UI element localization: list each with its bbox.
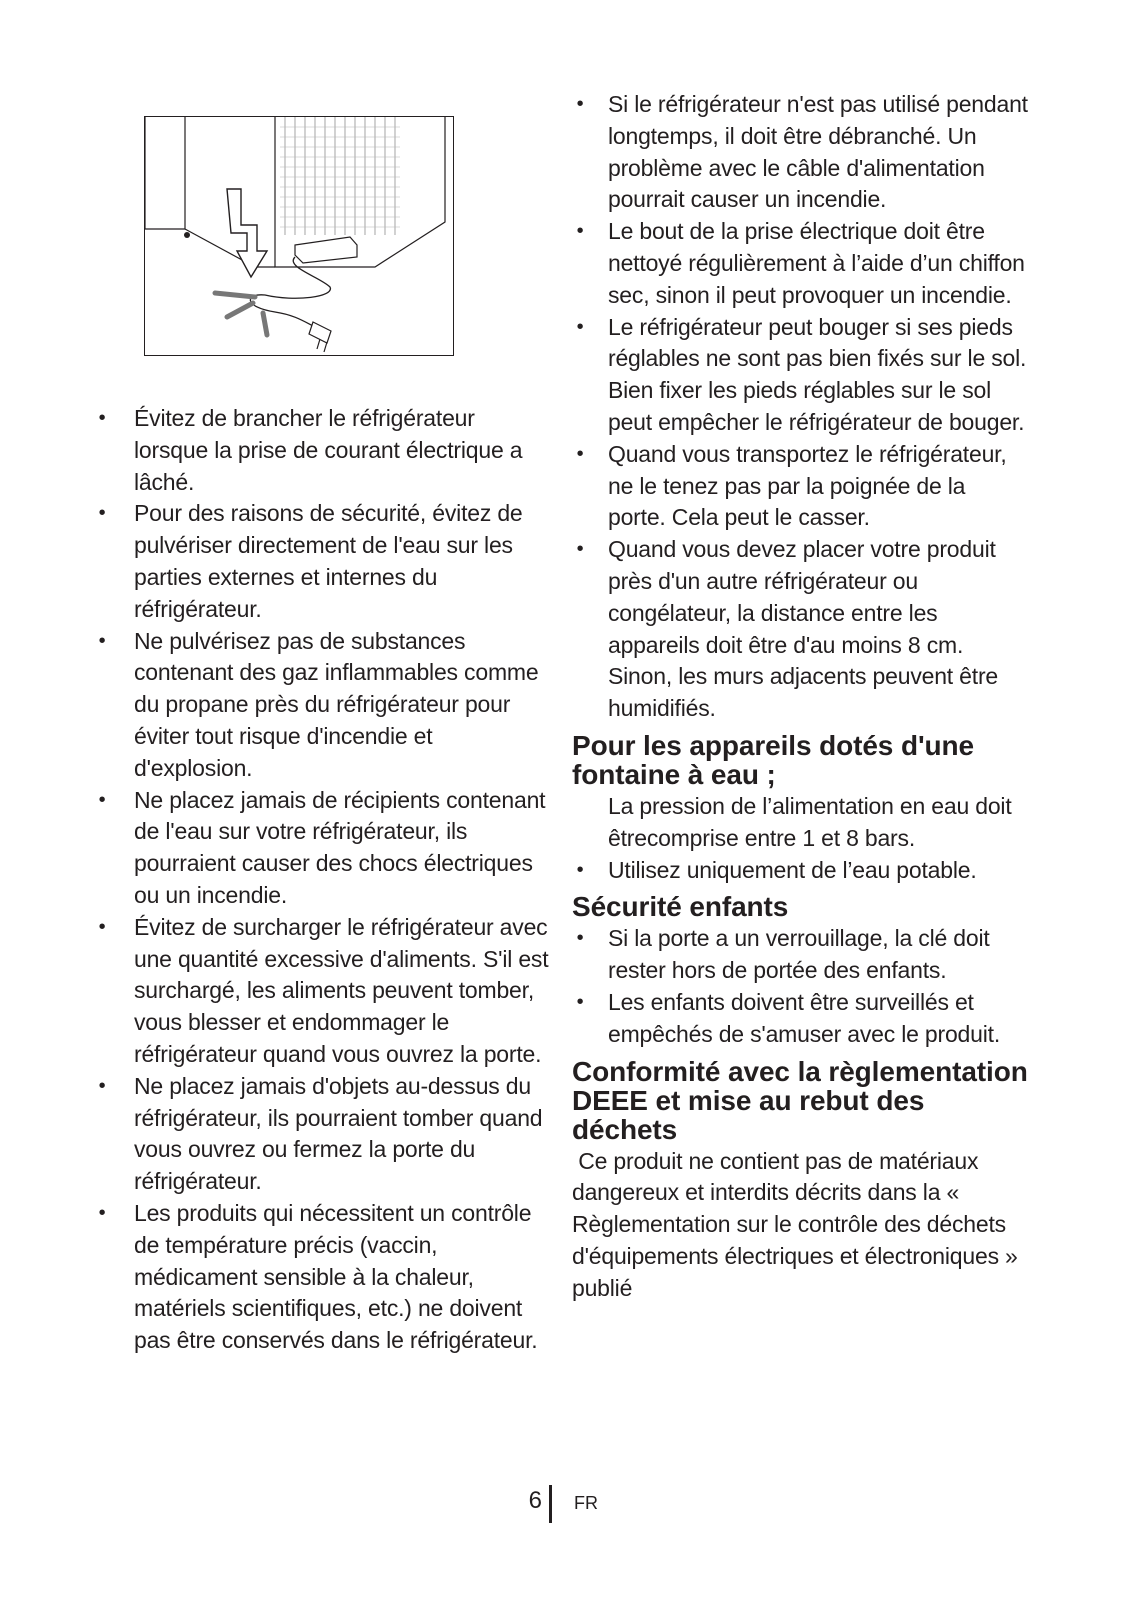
bullet-icon: • (98, 1074, 106, 1097)
right-bullet-list (572, 89, 1028, 725)
bullet-icon: • (576, 220, 584, 243)
left-bullet-list (94, 403, 554, 1357)
list-item: • Évitez de brancher le réfrigérateur lorsque la prise de courant électrique a lâché. (94, 403, 554, 498)
list-item: • Utilisez uniquement de l’eau potable. (572, 855, 1028, 887)
refrigerator-plug-illustration (144, 116, 454, 356)
bullet-icon: • (576, 858, 584, 881)
list-item: • Quand vous devez placer votre produit près d'un autre réfrigérateur ou congélateur, la distance entre les appareils doit être d'au moins 8 cm. Sinon, les murs adjacents peuvent être humidifiés. (572, 534, 1028, 725)
list-item: • Ne pulvérisez pas de substances contenant des gaz inflammables comme du propane près du réfrigérateur pour éviter tout risque d'incendie et d'explosion. (94, 626, 554, 785)
list-item: • Si le réfrigérateur n'est pas utilisé pendant longtemps, il doit être débranché. Un problème avec le câble d'alimentation pourrait causer un incendie. (572, 89, 1028, 216)
list-item: • Les produits qui nécessitent un contrôle de température précis (vaccin, médicament sensible à la chaleur, matériels scientifiques, etc.) ne doivent pas être conservés dans le réfrigérateur. (94, 1198, 554, 1357)
list-item: • Le réfrigérateur peut bouger si ses pieds réglables ne sont pas bien fixés sur le sol. Bien fixer les pieds réglables sur le sol peut empêcher le réfrigérateur de bouger. (572, 312, 1028, 439)
bullet-icon: • (576, 990, 584, 1013)
bullet-icon: • (98, 1201, 106, 1224)
list-item: La pression de l’alimentation en eau doit êtrecomprise entre 1 et 8 bars. (608, 792, 1012, 851)
bullet-icon: • (98, 407, 106, 429)
list-item: • Évitez de surcharger le réfrigérateur avec une quantité excessive d'aliments. S'il est surchargé, les aliments peuvent tomber, vous blesser et endommager le réfrigérateur quand vous ouvrez la porte. (94, 912, 554, 1071)
water-bullet-list (572, 791, 1028, 886)
list-item: • Pour des raisons de sécurité, évitez de pulvériser directement de l'eau sur les parties externes et internes du réfrigérateur. (94, 498, 554, 625)
page-footer (0, 1485, 1128, 1525)
bullet-icon: • (98, 629, 106, 652)
weee-paragraph: Ce produit ne contient pas de matériaux dangereux et interdits décrits dans la « Règlementation sur le contrôle des déchets d'équipements électriques et électroniques » publié (572, 1147, 1024, 1301)
bullet-icon: • (98, 915, 106, 938)
page-number: 6 (528, 1487, 542, 1514)
right-column (572, 89, 1028, 1305)
list-item: • Ne placez jamais d'objets au-dessus du réfrigérateur, ils pourraient tomber quand vous ouvrez ou fermez la porte du réfrigérateur. (94, 1071, 554, 1198)
list-item: • Ne placez jamais de récipients contenant de l'eau sur votre réfrigérateur, ils pourraient causer des chocs électriques ou un incendie. (94, 785, 554, 912)
child-bullet-list (572, 923, 1028, 1050)
footer-divider (549, 1485, 552, 1523)
list-item: • Si la porte a un verrouillage, la clé doit rester hors de portée des enfants. (572, 923, 1028, 987)
bullet-icon: • (576, 93, 584, 115)
weee-heading: Conformité avec la règlementation DEEE et mise au rebut des déchets (572, 1055, 1028, 1145)
bullet-icon: • (576, 538, 584, 561)
bullet-icon: • (98, 502, 106, 525)
language-code: FR (574, 1493, 598, 1513)
bullet-icon: • (576, 927, 584, 950)
bullet-icon: • (98, 788, 106, 811)
water-dispenser-heading: Pour les appareils dotés d'une fontaine à eau ; (572, 729, 974, 790)
list-item: • Les enfants doivent être surveillés et empêchés de s'amuser avec le produit. (572, 987, 1028, 1051)
list-item: • Le bout de la prise électrique doit être nettoyé régulièrement à l’aide d’un chiffon sec, sinon il peut provoquer un incendie. (572, 216, 1028, 311)
list-item: • Quand vous transportez le réfrigérateur, ne le tenez pas par la poignée de la porte. Cela peut le casser. (572, 439, 1028, 534)
bullet-icon: • (576, 315, 584, 338)
child-safety-heading: Sécurité enfants (572, 891, 789, 923)
refrigerator-back-drawing (145, 117, 454, 356)
left-column (94, 403, 554, 1357)
bullet-icon: • (576, 442, 584, 465)
